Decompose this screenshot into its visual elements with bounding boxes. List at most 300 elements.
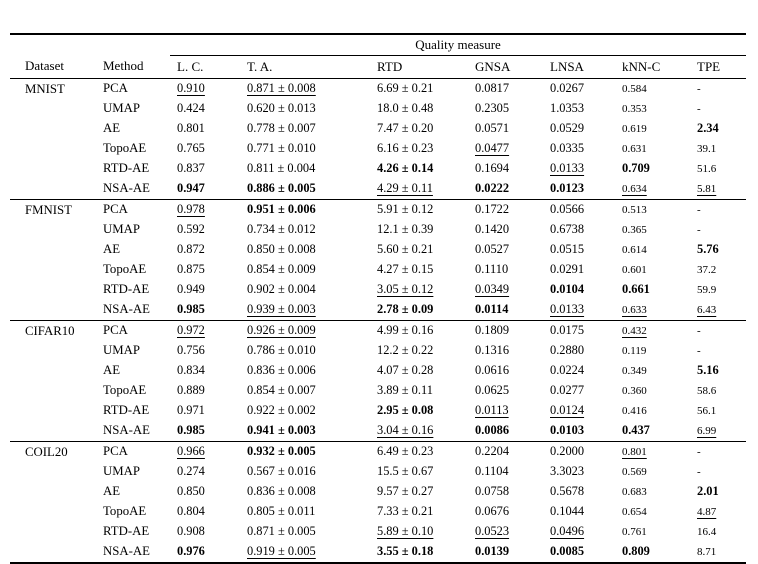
value-text: 6.16 ± 0.23 — [377, 141, 434, 155]
column-header-knn-c: kNN-C — [615, 55, 690, 78]
value-text: 0.947 — [177, 181, 205, 195]
value-cell — [690, 139, 746, 159]
value-text: 2.01 — [697, 484, 719, 498]
value-text: 0.854 ± 0.007 — [247, 383, 316, 397]
value-text: 6.69 ± 0.21 — [377, 81, 434, 95]
table-row — [10, 159, 746, 179]
value-cell — [543, 462, 615, 482]
value-cell — [543, 199, 615, 220]
value-cell — [690, 361, 746, 381]
table-row — [10, 179, 746, 200]
value-cell — [170, 99, 240, 119]
dataset-label: CIFAR10 — [10, 320, 98, 441]
value-cell — [170, 300, 240, 321]
span-header-row — [10, 34, 746, 55]
value-cell — [240, 522, 370, 542]
table-row — [10, 522, 746, 542]
value-text: - — [697, 103, 701, 115]
value-text: 6.49 ± 0.23 — [377, 444, 434, 458]
value-cell — [543, 280, 615, 300]
table-row — [10, 78, 746, 99]
value-cell — [690, 320, 746, 341]
value-cell — [468, 522, 543, 542]
value-cell — [615, 341, 690, 361]
value-cell — [468, 320, 543, 341]
value-text: 0.620 ± 0.013 — [247, 101, 316, 115]
value-cell — [615, 381, 690, 401]
value-text: 0.1420 — [475, 222, 510, 236]
value-text: 0.0529 — [550, 121, 585, 135]
method-label: UMAP — [103, 222, 140, 236]
method-label: AE — [103, 242, 121, 256]
value-text: 0.836 ± 0.006 — [247, 363, 316, 377]
value-text: 0.0758 — [475, 484, 510, 498]
value-text: 0.2880 — [550, 343, 585, 357]
table-row — [10, 280, 746, 300]
value-cell — [615, 220, 690, 240]
value-text: 0.976 — [177, 544, 205, 558]
value-text: 5.81 — [697, 183, 717, 195]
table-row — [10, 139, 746, 159]
value-cell — [170, 381, 240, 401]
value-text: 0.634 — [622, 183, 647, 195]
value-cell — [468, 462, 543, 482]
value-cell — [690, 421, 746, 442]
value-cell — [370, 381, 468, 401]
value-cell — [240, 502, 370, 522]
value-text: 15.5 ± 0.67 — [377, 464, 434, 478]
value-text: 0.0527 — [475, 242, 510, 256]
method-label: TopoAE — [103, 504, 147, 518]
value-text: - — [697, 325, 701, 337]
value-cell — [615, 401, 690, 421]
value-cell — [370, 401, 468, 421]
value-cell — [543, 502, 615, 522]
method-label: TopoAE — [103, 141, 147, 155]
value-text: 0.567 ± 0.016 — [247, 464, 316, 478]
column-header-gnsa: GNSA — [468, 55, 543, 78]
method-label: NSA-AE — [103, 423, 150, 437]
value-cell — [240, 199, 370, 220]
value-text: 0.801 — [177, 121, 205, 135]
value-cell — [468, 78, 543, 99]
value-cell — [370, 361, 468, 381]
value-cell — [170, 78, 240, 99]
value-cell — [690, 119, 746, 139]
dataset-label: MNIST — [25, 81, 65, 96]
value-text: 5.89 ± 0.10 — [377, 524, 434, 538]
value-text: 0.0477 — [475, 141, 510, 155]
value-text: 0.834 — [177, 363, 205, 377]
value-text: 0.0676 — [475, 504, 510, 518]
value-cell — [468, 119, 543, 139]
value-cell — [240, 240, 370, 260]
value-cell — [615, 280, 690, 300]
value-text: 0.0123 — [550, 181, 585, 195]
value-cell — [370, 462, 468, 482]
value-text: 0.886 ± 0.005 — [247, 181, 316, 195]
value-cell — [615, 119, 690, 139]
value-cell — [543, 381, 615, 401]
value-text: 0.985 — [177, 423, 205, 437]
column-header-rtd: RTD — [370, 55, 468, 78]
value-text: 0.850 ± 0.008 — [247, 242, 316, 256]
table-row — [10, 320, 746, 341]
value-cell — [543, 260, 615, 280]
method-label: TopoAE — [103, 383, 147, 397]
value-text: 6.99 — [697, 425, 717, 437]
value-text: 0.922 ± 0.002 — [247, 403, 316, 417]
value-cell — [690, 240, 746, 260]
value-cell — [543, 320, 615, 341]
column-header-row — [10, 55, 746, 78]
value-text: 3.04 ± 0.16 — [377, 423, 434, 437]
value-cell — [543, 99, 615, 119]
value-cell — [468, 179, 543, 200]
value-cell — [468, 300, 543, 321]
method-label: RTD-AE — [103, 403, 150, 417]
value-text: 8.71 — [697, 546, 717, 558]
value-cell — [240, 260, 370, 280]
value-text: 0.0139 — [475, 544, 510, 558]
value-cell — [543, 542, 615, 563]
value-cell — [370, 139, 468, 159]
value-text: 0.424 — [177, 101, 205, 115]
table-row — [10, 502, 746, 522]
value-text: 0.654 — [622, 506, 647, 518]
value-text: 2.34 — [697, 121, 719, 135]
value-cell — [240, 280, 370, 300]
value-cell — [543, 179, 615, 200]
value-cell — [615, 542, 690, 563]
value-cell — [690, 199, 746, 220]
value-text: 5.91 ± 0.12 — [377, 202, 434, 216]
span-header-spacer — [10, 34, 170, 55]
value-text: 2.95 ± 0.08 — [377, 403, 434, 417]
value-text: 0.0086 — [475, 423, 510, 437]
value-text: 0.633 — [622, 304, 647, 316]
value-text: 0.592 — [177, 222, 205, 236]
method-label: AE — [103, 121, 121, 135]
value-cell — [543, 421, 615, 442]
table-row — [10, 441, 746, 462]
value-text: 0.1694 — [475, 161, 510, 175]
value-text: 3.55 ± 0.18 — [377, 544, 434, 558]
value-cell — [170, 260, 240, 280]
value-text: 5.60 ± 0.21 — [377, 242, 434, 256]
column-header-dataset: Dataset — [10, 55, 98, 78]
value-text: 0.2000 — [550, 444, 585, 458]
value-cell — [170, 502, 240, 522]
value-text: 0.569 — [622, 466, 647, 478]
value-text: 58.6 — [697, 385, 717, 397]
table-row — [10, 300, 746, 321]
value-text: - — [697, 466, 701, 478]
value-cell — [370, 260, 468, 280]
method-label: RTD-AE — [103, 282, 150, 296]
table-header — [10, 34, 746, 78]
value-cell — [543, 240, 615, 260]
value-text: 4.87 — [697, 506, 717, 518]
value-text: 0.734 ± 0.012 — [247, 222, 316, 236]
table-row — [10, 401, 746, 421]
table-row — [10, 199, 746, 220]
value-cell — [170, 179, 240, 200]
value-cell — [615, 159, 690, 179]
value-text: - — [697, 204, 701, 216]
value-cell — [690, 220, 746, 240]
value-text: 0.811 ± 0.004 — [247, 161, 316, 175]
value-text: 0.0133 — [550, 302, 585, 316]
value-text: 0.966 — [177, 444, 205, 458]
value-text: 0.1104 — [475, 464, 509, 478]
value-text: 0.801 — [622, 446, 647, 458]
value-text: 2.78 ± 0.09 — [377, 302, 434, 316]
value-cell — [240, 159, 370, 179]
value-text: 0.353 — [622, 103, 647, 115]
value-text: 0.949 — [177, 282, 205, 296]
value-cell — [615, 421, 690, 442]
value-text: 0.850 — [177, 484, 205, 498]
value-cell — [170, 320, 240, 341]
value-cell — [370, 502, 468, 522]
value-text: 0.761 — [622, 526, 647, 538]
value-cell — [690, 502, 746, 522]
value-text: 3.89 ± 0.11 — [377, 383, 433, 397]
value-text: 0.631 — [622, 143, 647, 155]
value-text: 0.349 — [622, 365, 647, 377]
value-cell — [370, 341, 468, 361]
value-text: 0.836 ± 0.008 — [247, 484, 316, 498]
value-text: 6.43 — [697, 304, 717, 316]
value-cell — [240, 220, 370, 240]
table-body — [10, 78, 746, 563]
method-label: AE — [103, 363, 121, 377]
value-cell — [468, 401, 543, 421]
value-text: 0.778 ± 0.007 — [247, 121, 316, 135]
value-cell — [468, 482, 543, 502]
value-text: 0.0335 — [550, 141, 585, 155]
value-text: 18.0 ± 0.48 — [377, 101, 434, 115]
value-text: 0.908 — [177, 524, 205, 538]
value-text: 0.1316 — [475, 343, 510, 357]
value-text: 0.2305 — [475, 101, 510, 115]
value-cell — [170, 119, 240, 139]
value-text: 4.07 ± 0.28 — [377, 363, 434, 377]
value-cell — [543, 78, 615, 99]
value-cell — [240, 99, 370, 119]
value-text: - — [697, 345, 701, 357]
value-cell — [170, 441, 240, 462]
value-cell — [690, 542, 746, 563]
value-cell — [690, 179, 746, 200]
value-cell — [468, 99, 543, 119]
value-text: 0.1110 — [475, 262, 509, 276]
value-text: 12.2 ± 0.22 — [377, 343, 434, 357]
value-cell — [615, 99, 690, 119]
value-text: 0.889 — [177, 383, 205, 397]
value-cell — [615, 522, 690, 542]
table-row — [10, 421, 746, 442]
value-cell — [468, 341, 543, 361]
value-cell — [468, 441, 543, 462]
value-text: 59.9 — [697, 284, 717, 296]
table-row — [10, 240, 746, 260]
value-text: 4.29 ± 0.11 — [377, 181, 433, 195]
value-text: 0.365 — [622, 224, 647, 236]
value-text: 0.972 — [177, 323, 205, 337]
value-cell — [370, 421, 468, 442]
value-text: 12.1 ± 0.39 — [377, 222, 434, 236]
value-cell — [690, 341, 746, 361]
value-cell — [543, 401, 615, 421]
value-cell — [468, 220, 543, 240]
value-cell — [468, 502, 543, 522]
value-text: 0.0222 — [475, 181, 510, 195]
value-text: 0.601 — [622, 264, 647, 276]
value-cell — [615, 199, 690, 220]
value-text: 0.804 — [177, 504, 205, 518]
value-cell — [615, 462, 690, 482]
value-text: - — [697, 224, 701, 236]
value-cell — [170, 482, 240, 502]
value-cell — [170, 139, 240, 159]
value-cell — [370, 522, 468, 542]
value-cell — [468, 199, 543, 220]
value-text: 0.0277 — [550, 383, 585, 397]
value-cell — [690, 99, 746, 119]
value-text: 0.683 — [622, 486, 647, 498]
value-cell — [370, 320, 468, 341]
value-text: 0.513 — [622, 204, 647, 216]
value-text: 0.0124 — [550, 403, 585, 417]
method-label: AE — [103, 484, 121, 498]
value-text: 0.360 — [622, 385, 647, 397]
value-cell — [690, 381, 746, 401]
value-text: 0.6738 — [550, 222, 585, 236]
value-text: 0.1809 — [475, 323, 510, 337]
value-text: 0.0104 — [550, 282, 585, 296]
value-text: 0.0175 — [550, 323, 585, 337]
column-header-lnsa: LNSA — [543, 55, 615, 78]
value-text: 0.932 ± 0.005 — [247, 444, 316, 458]
value-cell — [690, 441, 746, 462]
value-text: 0.0133 — [550, 161, 585, 175]
value-cell — [170, 522, 240, 542]
value-cell — [615, 441, 690, 462]
value-cell — [370, 78, 468, 99]
value-cell — [543, 482, 615, 502]
quality-measure-header: Quality measure — [170, 34, 746, 55]
value-cell — [240, 462, 370, 482]
value-cell — [615, 320, 690, 341]
value-cell — [170, 401, 240, 421]
value-text: 0.0625 — [475, 383, 510, 397]
value-text: 0.926 ± 0.009 — [247, 323, 316, 337]
value-text: 0.0114 — [475, 302, 509, 316]
value-text: 0.951 ± 0.006 — [247, 202, 316, 216]
value-cell — [240, 300, 370, 321]
value-text: 0.1722 — [475, 202, 510, 216]
value-text: 0.5678 — [550, 484, 585, 498]
value-text: 3.3023 — [550, 464, 585, 478]
value-text: 0.584 — [622, 83, 647, 95]
value-cell — [690, 159, 746, 179]
value-cell — [543, 361, 615, 381]
value-cell — [468, 280, 543, 300]
value-text: 0.0085 — [550, 544, 585, 558]
value-text: 0.0291 — [550, 262, 585, 276]
value-cell — [170, 361, 240, 381]
table-row — [10, 361, 746, 381]
value-cell — [468, 421, 543, 442]
column-header-method: Method — [98, 55, 170, 78]
value-text: 0.1044 — [550, 504, 585, 518]
value-text: - — [697, 83, 701, 95]
value-text: 0.0496 — [550, 524, 585, 538]
value-text: 56.1 — [697, 405, 717, 417]
value-cell — [615, 482, 690, 502]
method-label: UMAP — [103, 101, 140, 115]
value-text: 0.786 ± 0.010 — [247, 343, 316, 357]
value-cell — [615, 502, 690, 522]
value-cell — [615, 78, 690, 99]
value-cell — [690, 260, 746, 280]
table-row — [10, 260, 746, 280]
value-text: 0.805 ± 0.011 — [247, 504, 316, 518]
value-text: 0.871 ± 0.008 — [247, 81, 316, 95]
value-text: 16.4 — [697, 526, 717, 538]
value-text: 0.0817 — [475, 81, 510, 95]
value-cell — [543, 441, 615, 462]
value-cell — [690, 462, 746, 482]
value-cell — [690, 482, 746, 502]
value-text: 37.2 — [697, 264, 717, 276]
method-label: NSA-AE — [103, 544, 150, 558]
value-cell — [240, 421, 370, 442]
value-text: 0.871 ± 0.005 — [247, 524, 316, 538]
value-cell — [615, 300, 690, 321]
column-header-l-c: L. C. — [170, 55, 240, 78]
method-label: NSA-AE — [103, 302, 150, 316]
value-cell — [370, 280, 468, 300]
method-label: PCA — [103, 81, 128, 95]
method-label: RTD-AE — [103, 161, 150, 175]
method-label: RTD-AE — [103, 524, 150, 538]
value-cell — [468, 240, 543, 260]
value-cell — [543, 220, 615, 240]
value-text: 0.416 — [622, 405, 647, 417]
value-text: 0.910 — [177, 81, 205, 95]
value-cell — [370, 482, 468, 502]
value-text: 0.971 — [177, 403, 205, 417]
value-cell — [240, 542, 370, 563]
value-text: 4.27 ± 0.15 — [377, 262, 434, 276]
value-cell — [170, 421, 240, 442]
value-cell — [543, 341, 615, 361]
value-text: 0.919 ± 0.005 — [247, 544, 316, 558]
value-cell — [370, 441, 468, 462]
value-cell — [370, 179, 468, 200]
value-cell — [240, 482, 370, 502]
value-text: 0.941 ± 0.003 — [247, 423, 316, 437]
value-cell — [370, 199, 468, 220]
value-text: 0.756 — [177, 343, 205, 357]
value-text: 4.99 ± 0.16 — [377, 323, 434, 337]
value-cell — [690, 522, 746, 542]
value-cell — [370, 159, 468, 179]
value-cell — [170, 240, 240, 260]
